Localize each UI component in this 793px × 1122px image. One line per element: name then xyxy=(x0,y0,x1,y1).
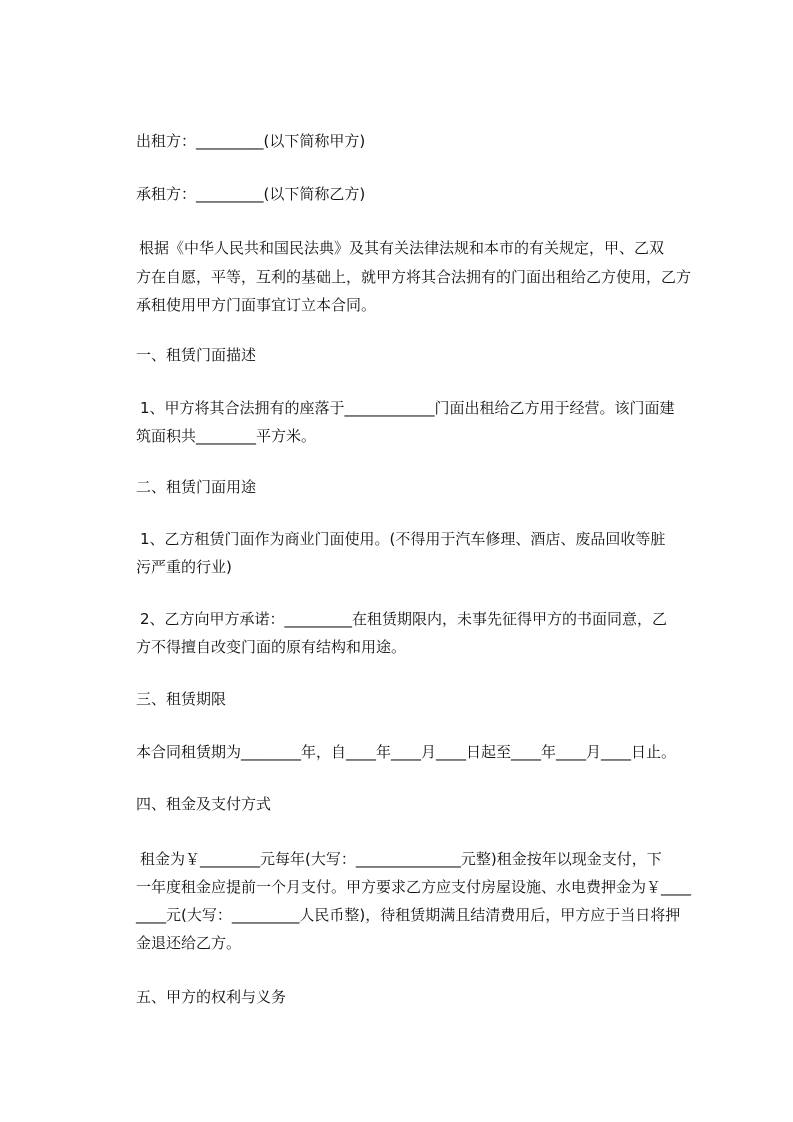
lessor-line: 出租方：_________(以下简称甲方) xyxy=(136,132,366,150)
section-1-p1-line-2: 筑面积共________平方米。 xyxy=(136,427,317,445)
section-2-p1-line-1: 1、乙方租赁门面作为商业门面使用。(不得用于汽车修理、酒店、废品回收等脏 xyxy=(140,530,666,548)
section-1-p1-line-1: 1、甲方将其合法拥有的座落于____________门面出租给乙方用于经营。该门面建 xyxy=(140,399,675,417)
section-4-p1-line-4: 金退还给乙方。 xyxy=(136,934,242,952)
lessee-line: 承租方：_________(以下简称乙方) xyxy=(136,185,366,203)
section-4-p1-line-1: 租金为￥________元每年(大写：______________元整)租金按年以现金支付，下 xyxy=(140,850,662,868)
section-4-heading: 四、租金及支付方式 xyxy=(136,795,272,813)
section-3-heading: 三、租赁期限 xyxy=(136,690,227,708)
preamble-line-3: 承租使用甲方门面事宜订立本合同。 xyxy=(136,296,377,314)
section-2-p2-line-2: 方不得擅自改变门面的原有结构和用途。 xyxy=(136,638,407,656)
section-2-p1-line-2: 污严重的行业) xyxy=(136,558,232,576)
section-2-heading: 二、租赁门面用途 xyxy=(136,478,257,496)
section-4-p1-line-3: ____元(大写：_________人民币整)，待租赁期满且结清费用后，甲方应于当日将押 xyxy=(136,906,681,924)
section-2-p2-line-1: 2、乙方向甲方承诺：_________在租赁期限内，未事先征得甲方的书面同意，乙 xyxy=(140,610,668,628)
preamble-line-2: 方在自愿，平等，互利的基础上，就甲方将其合法拥有的门面出租给乙方使用，乙方 xyxy=(136,268,692,286)
section-4-p1-line-2: 一年度租金应提前一个月支付。甲方要求乙方应支付房屋设施、水电费押金为￥____ xyxy=(136,878,692,896)
preamble-line-1: 根据《中华人民共和国民法典》及其有关法律法规和本市的有关规定，甲、乙双 xyxy=(139,239,665,257)
section-1-heading: 一、租赁门面描述 xyxy=(136,346,257,364)
section-3-p1-line-1: 本合同租赁期为________年，自____年____月____日起至____年____月____日止。 xyxy=(136,743,677,761)
section-5-heading: 五、甲方的权利与义务 xyxy=(136,988,287,1006)
